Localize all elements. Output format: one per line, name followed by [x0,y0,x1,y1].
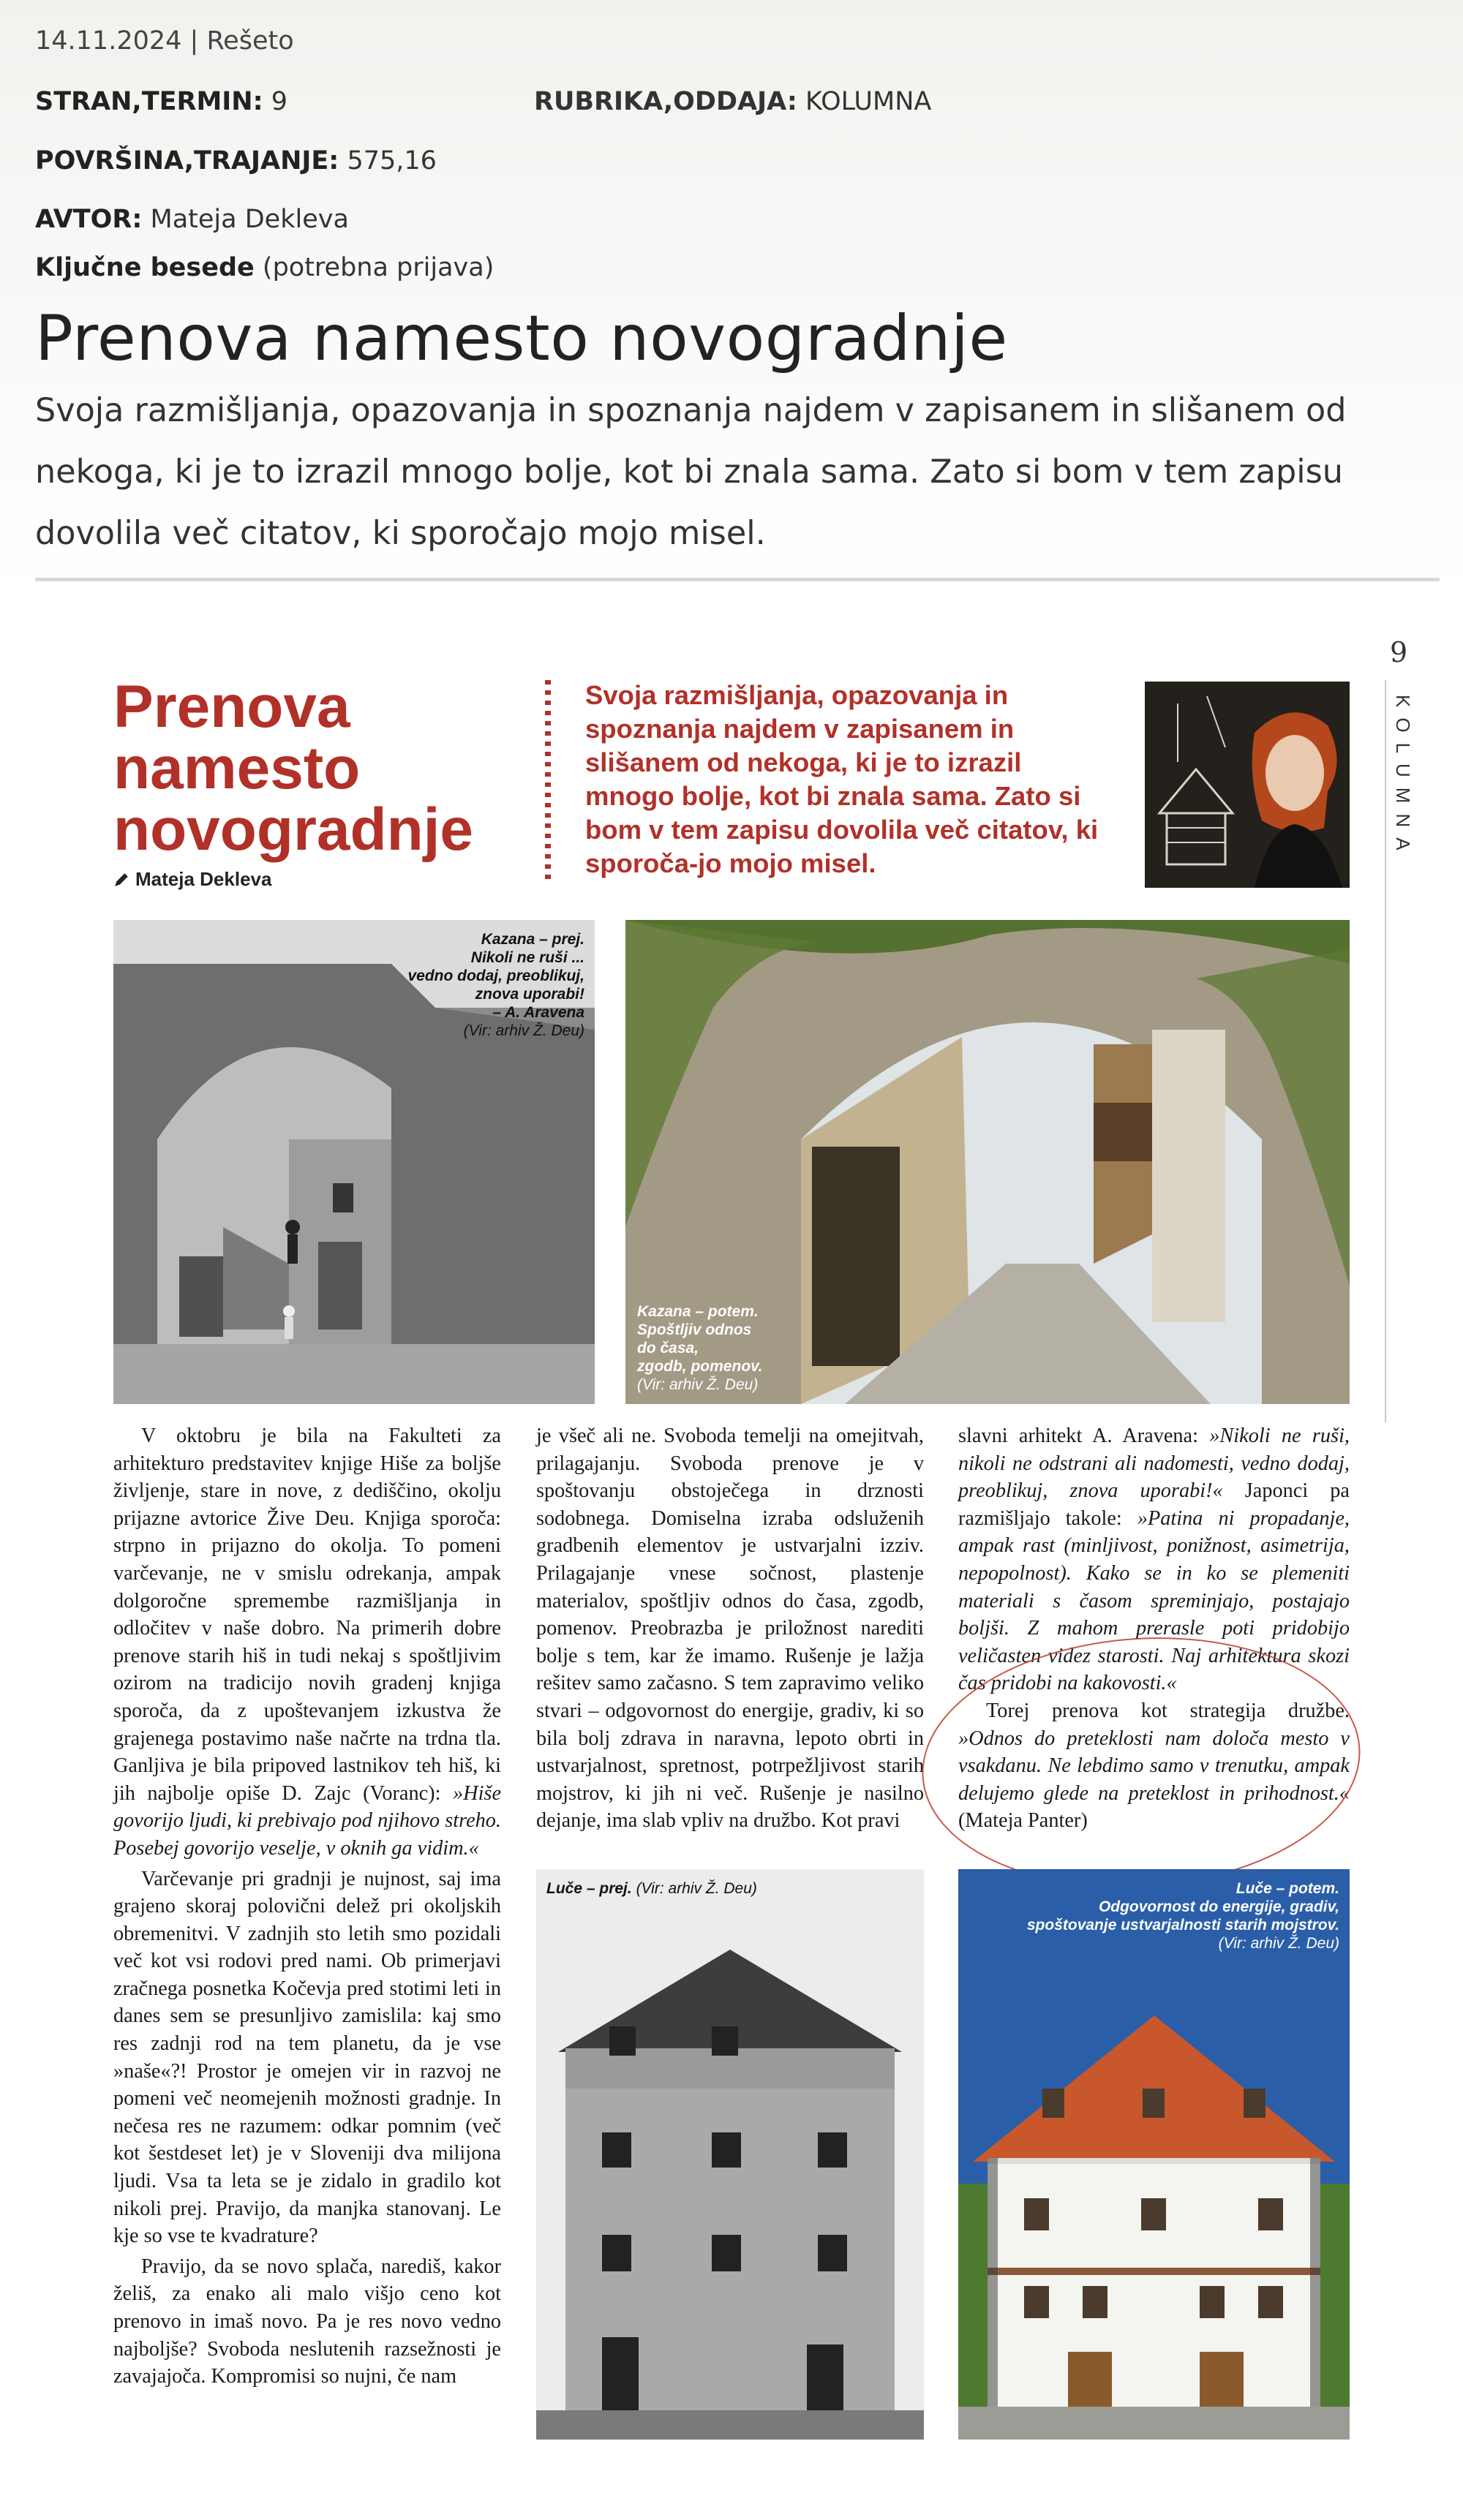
body-text: V oktobru je bila na Fakulteti za arhitekturo predstavitev knjige Hiše za boljše življenje, stare in nove, z dediščino, okolju prijazne avtorice Žive Deu. Knjiga sporoča: strpno in prijazno do okolja. To pomeni varčevanje, ne v smislu odrekanja, ampak dolgoročne spremembe razmišljanja in odločitev v naše dobro. Na primerih dobre prenove starih hiš in tudi nekaj s spoštljivim ozirom na tradicijo novih gradenj knjiga sporoča, da z upoštevanjem izkustva že grajenega postavimo naše načrte na trdna tla. Ganljiva je bila pripoved lastnikov teh hiš, ki jih najbolje opiše D. Zajc (Voranc): [113,1425,501,1805]
section-value: KOLUMNA [805,87,932,116]
text-column-1 [113,1422,501,2391]
article-lead: Svoja razmišljanja, opazovanja in spoznanja najdem v zapisanem in slišanem od nekoga, ki je to izrazil mnogo bolje, kot bi znala sama. Zato si bom v tem zapisu dovolila več citatov, ki sporočajo mojo misel. [35,392,1347,552]
divider [1385,680,1386,1422]
caption-line: Odgovornost do energije, gradiv, [1098,1898,1339,1915]
author-label: AVTOR: [35,205,143,234]
newspaper-page-number: 9 [1390,636,1408,668]
photo-caption [1027,1879,1339,1953]
page-value: 9 [271,87,288,116]
caption-line: Kazana – prej. [481,931,584,948]
body-paragraph: Varčevanje pri gradnji je nujnost, saj ima grajeno skoraj polovični delež pri okoljskih obremenitvi. V zadnjih sto letih smo pozidali več kot vsi rodovi pred nami. Ob primerjavi zračnega posnetka Kočevja pred stotimi leti in danes sem se presunljivo zamislila: kaj smo res zadnji rod na tem planetu, da je vse »naše«?! Prostor je omejen vir in razvoj ne pomeni več neomejenih možnosti gradnje. In nečesa res ne razumem: odkar pomnim (več kot šestdeset let) je v Sloveniji dva milijona ljudi. Vsa ta leta se je zidalo in gradilo kot nikoli prej. Pravijo, da manjka stanovanj. Le kje so vse te kvadrature? [113,1867,501,2248]
author-portrait [1145,682,1350,888]
section-field [534,87,931,116]
article-meta-header [0,0,1463,592]
caption-line: znova uporabi! [475,986,584,1003]
body-quote: »Patina ni propadanje, ampak rast (minljivost, ponižnost, asimetrija, nepopolnost). Kako se in ko se plemeniti materiali s časom spreminjajo, postajajo boljši. Z mahom preraslе poti pridobijo veličasten videz starosti. Naj arhitektura skozi čas pridobi na kakovosti.« [958,1506,1350,1695]
caption-label: Luče – prej. [546,1880,632,1897]
newspaper-section-label: KOLUMNA [1392,695,1414,861]
keywords-field[interactable] [35,253,494,282]
caption-line [546,1879,757,1898]
keywords-login-note[interactable]: (potrebna prijava) [262,253,494,282]
area-field [35,146,437,176]
body-text: slavni arhitekt A. Aravena: [958,1425,1198,1447]
caption-source: (Vir: arhiv Ž. Deu) [463,1022,584,1039]
date-source-line: 14.11.2024 | Rešeto [35,26,294,56]
caption-line: Luče – potem. [1236,1880,1339,1897]
caption-source: (Vir: arhiv Ž. Deu) [637,1376,759,1393]
pencil-icon [113,872,129,888]
dotted-divider [545,680,551,885]
divider [35,578,1440,581]
body-text: Japonci pa razmišljajo takole: [958,1479,1350,1530]
body-paragraph: je všeč ali ne. Svoboda temelji na omejitvah, prilagajanju. Svoboda prenove je v spoštovanju obstoječega in drznosti sodobnega. Domiselna izraba odsluženih gradbenih elementov je ustvarjalni izziv. Prilagajanje vnese sočnost, plastenje materialov, spoštljiv odnos do časa, zgodb, pomenov. Preobrazba je priložnost narediti bolje s tem, kar že imamo. Rušenje je lažja rešitev samo začasno. S tem zapravimo veliko stvari – odgovornost do energije, gradiv, ki so bila bolj zdrava in naravna, lepoto obrti in ustvarjalnost, spretnost, potrpežljivost starih mojstrov, ki jih ni več. Rušenje je nasilno dejanje, ima slab vpliv na družbo. Kot pravi [536,1425,924,1833]
body-text: (Mateja Panter) [958,1809,1088,1833]
caption-line: Spoštljiv odnos [637,1321,752,1338]
body-text: Torej prenova kot strategija družbe. [986,1699,1350,1722]
caption-line: Nikoli ne ruši ... [470,949,584,966]
author-field [35,205,349,234]
newspaper-scan [0,607,1463,2520]
keywords-label: Ključne besede [35,253,255,282]
photo-caption [407,930,584,1040]
photo-caption [637,1302,763,1394]
body-paragraph [113,1422,501,1863]
photo-caption [546,1879,757,1898]
article-title: Prenova namesto novogradnje [35,302,1008,375]
newspaper-author-name: Mateja Dekleva [135,868,272,890]
area-label: POVRŠINA,TRAJANJE: [35,146,339,176]
caption-line: spoštovanje ustvarjalnosti starih mojstrov. [1026,1917,1339,1934]
caption-line: – A. Aravena [492,1004,584,1021]
photo-kazana-after [625,920,1350,1404]
photo-luce-before [536,1869,924,2440]
caption-line: Kazana – potem. [637,1303,759,1320]
newspaper-title: Prenova namesto novogradnje [113,674,474,863]
area-value: 575,16 [347,146,437,176]
caption-line: do časa, [637,1340,699,1357]
photo-kazana-before [113,920,595,1404]
caption-line: vedno dodaj, preoblikuj, [407,967,584,984]
body-quote: »Odnos do preteklosti nam določa mesto v vsakdanu. Ne lebdimo samo v trenutku, ampak delujemo glede na preteklost in prihodnost.« [958,1727,1350,1805]
caption-source: (Vir: arhiv Ž. Deu) [636,1880,757,1897]
photo-luce-after [958,1869,1350,2440]
text-column-2 [536,1422,924,1835]
body-paragraph: Pravijo, da se novo splača, narediš, kakor želiš, za enako ali malo višjo ceno kot prenovo in imaš novo. Pa je res novo vedno najboljše? Svoboda neslutenih razsežnosti je zavajajoča. Kompromisi so nujni, če nam [113,2255,501,2388]
body-quote: »Hiše govorijo ljudi, ki prebivajo pod njihovo streho. Posebej govorijo veselje, v oknih ga vidim.« [113,1781,502,1860]
caption-line: zgodb, pomenov. [637,1358,763,1375]
newspaper-lead: Svoja razmišljanja, opazovanja in spoznanja najdem v zapisanem in slišanem od nekoga, ki je to izrazil mnogo bolje, kot bi znala sama. Zato si bom v tem zapisu dovolila več citatov, ki sporoča-jo mojo misel. [585,680,1099,878]
caption-source: (Vir: arhiv Ž. Deu) [1218,1935,1339,1952]
page-field [35,87,287,116]
newspaper-author [113,868,271,891]
page-label: STRAN,TERMIN: [35,87,263,116]
body-quote: »Nikoli ne ruši, nikoli ne odstrani ali nadomesti, vedno dodaj, preoblikuj, znova uporabi!« [958,1425,1350,1503]
section-label: RUBRIKA,ODDAJA: [534,87,797,116]
author-value: Mateja Dekleva [150,205,349,234]
